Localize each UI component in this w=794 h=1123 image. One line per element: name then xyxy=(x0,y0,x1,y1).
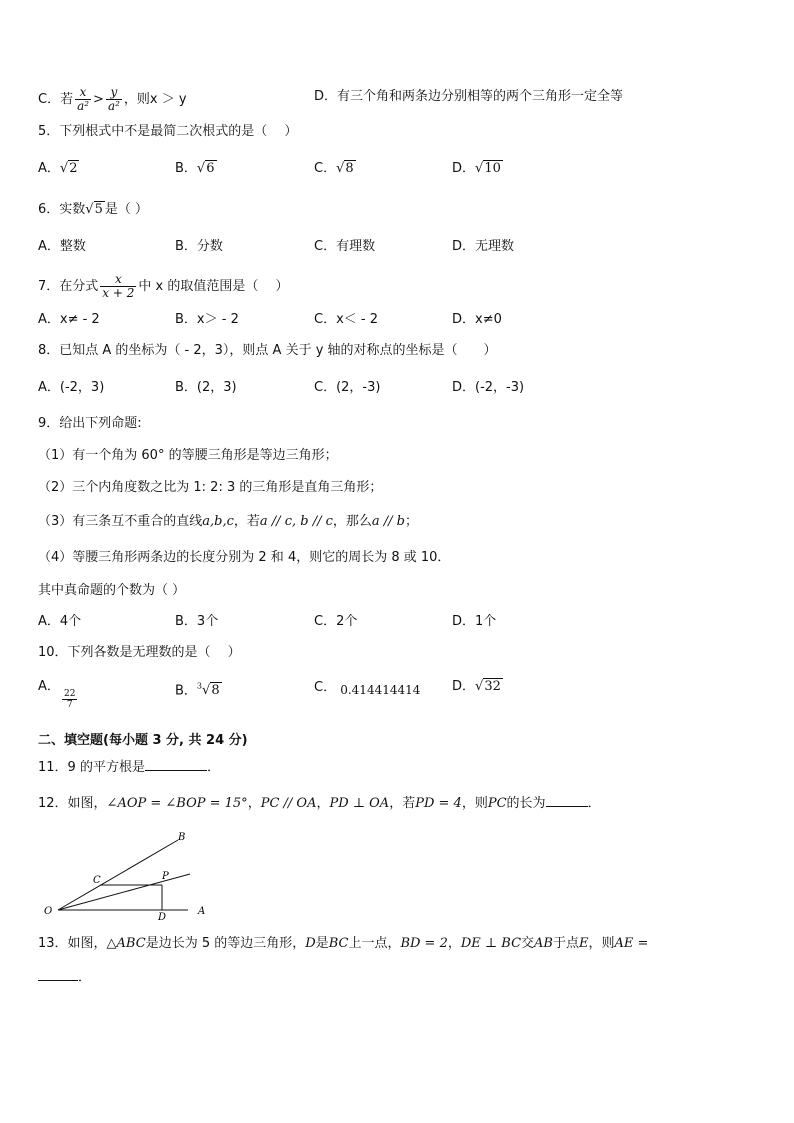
ray-ob xyxy=(58,840,178,910)
q5-option-a: A．√2 xyxy=(38,161,78,176)
label-a: A xyxy=(198,906,206,917)
ray-op xyxy=(58,874,190,910)
q9-option-b: B．3个 xyxy=(175,614,219,629)
q10-option-a: A． $\frac{22}{7}$ xyxy=(38,679,76,710)
q6-stem: 6．实数√5 是（ ） xyxy=(38,202,148,217)
q8-option-a: A．(-2，3) xyxy=(38,380,105,395)
q9-proposition-1: （1）有一个角为 60° 的等腰三角形是等边三角形； xyxy=(38,448,338,463)
q10-a-fraction: $\frac{22}{7}$ xyxy=(64,689,76,710)
q4-c-then: ，则x ＞ y xyxy=(123,92,187,107)
q12-stem: 12．如图，∠AOP = ∠BOP = 15°，PC // OA，PD ⊥ OA，若PD = 4，则PC的长为 ． xyxy=(38,796,601,811)
label-c: C xyxy=(93,875,101,886)
q6-option-c: C．有理数 xyxy=(314,239,376,254)
q5-option-b: B．√6 xyxy=(175,161,215,176)
q6-option-d: D．无理数 xyxy=(452,239,515,254)
q9-option-d: D．1个 xyxy=(452,614,497,629)
q7-option-a: A．x≠ - 2 xyxy=(38,312,100,327)
q9-proposition-3: （3）有三条互不重合的直线a,b,c，若a // c, b // c，那么a // b； xyxy=(38,514,419,529)
q8-option-b: B．(2，3) xyxy=(175,380,237,395)
q9-proposition-4: （4）等腰三角形两条边的长度分别为 2 和 4，则它的周长为 8 或 10． xyxy=(38,550,451,565)
label-p: P xyxy=(162,871,169,882)
q4-option-d: D．有三个角和两条边分别相等的两个三角形一定全等 xyxy=(314,89,624,104)
q9-proposition-2: （2）三个内角度数之比为 1: 2: 3 的三角形是直角三角形； xyxy=(38,480,383,495)
section-2-title: 二、填空题(每小题 3 分, 共 24 分) xyxy=(38,733,248,748)
q9-tail: 其中真命题的个数为（ ） xyxy=(38,583,186,598)
q7-stem: 7．在分式 $\frac{x}{x + 2}$ 中 x 的取值范围是（ ） xyxy=(38,272,289,300)
q7-option-c: C．x＜ - 2 xyxy=(314,312,378,327)
q5-option-d: D．√10 xyxy=(452,161,501,176)
label-d: D xyxy=(158,912,167,922)
q10-stem: 10．下列各数是无理数的是（ ） xyxy=(38,645,241,660)
q6-option-a: A．整数 xyxy=(38,239,86,254)
q9-option-c: C．2个 xyxy=(314,614,358,629)
q7-option-d: D．x≠0 xyxy=(452,312,502,327)
q8-option-d: D．(-2，-3) xyxy=(452,380,525,395)
q4-c-label: C．若 xyxy=(38,92,74,107)
q7-option-b: B．x＞ - 2 xyxy=(175,312,239,327)
label-o: O xyxy=(44,906,53,917)
q10-option-c: C． 0.414414414 xyxy=(314,680,421,697)
q13-stem: 13．如图，△ABC是边长为 5 的等边三角形，D是BC上一点，BD = 2，DE ⊥ BC交AB于点E，则AE = xyxy=(38,936,649,951)
q8-option-c: C．(2，-3) xyxy=(314,380,381,395)
q9-stem: 9．给出下列命题: xyxy=(38,416,142,431)
q4-c-frac2: $\frac{y}{\text{a²}}$ xyxy=(107,85,120,113)
q8-stem: 8．已知点 A 的坐标为（ - 2，3），则点 A 关于 y 轴的对称点的坐标是（ ） xyxy=(38,343,497,358)
q10-option-d: D．√32 xyxy=(452,679,501,694)
q12-figure xyxy=(38,826,218,922)
q4-c-gt: > xyxy=(93,92,104,107)
q10-option-b: B．$^3$√8 xyxy=(175,682,220,699)
q6-option-b: B．分数 xyxy=(175,239,223,254)
q7-fraction: $\frac{x}{x + 2}$ xyxy=(102,272,135,300)
q11: 11．9 的平方根是 ． xyxy=(38,760,220,775)
label-b: B xyxy=(178,832,186,843)
q9-option-a: A．4个 xyxy=(38,614,82,629)
q5-option-c: C．√8 xyxy=(314,161,354,176)
q4-c-frac1: $\frac{x}{\text{a²}}$ xyxy=(77,85,90,113)
q4-option-c xyxy=(38,86,187,113)
q13-blank: ． xyxy=(38,968,91,988)
q5-stem: 5．下列根式中不是最简二次根式的是（ ） xyxy=(38,124,298,139)
